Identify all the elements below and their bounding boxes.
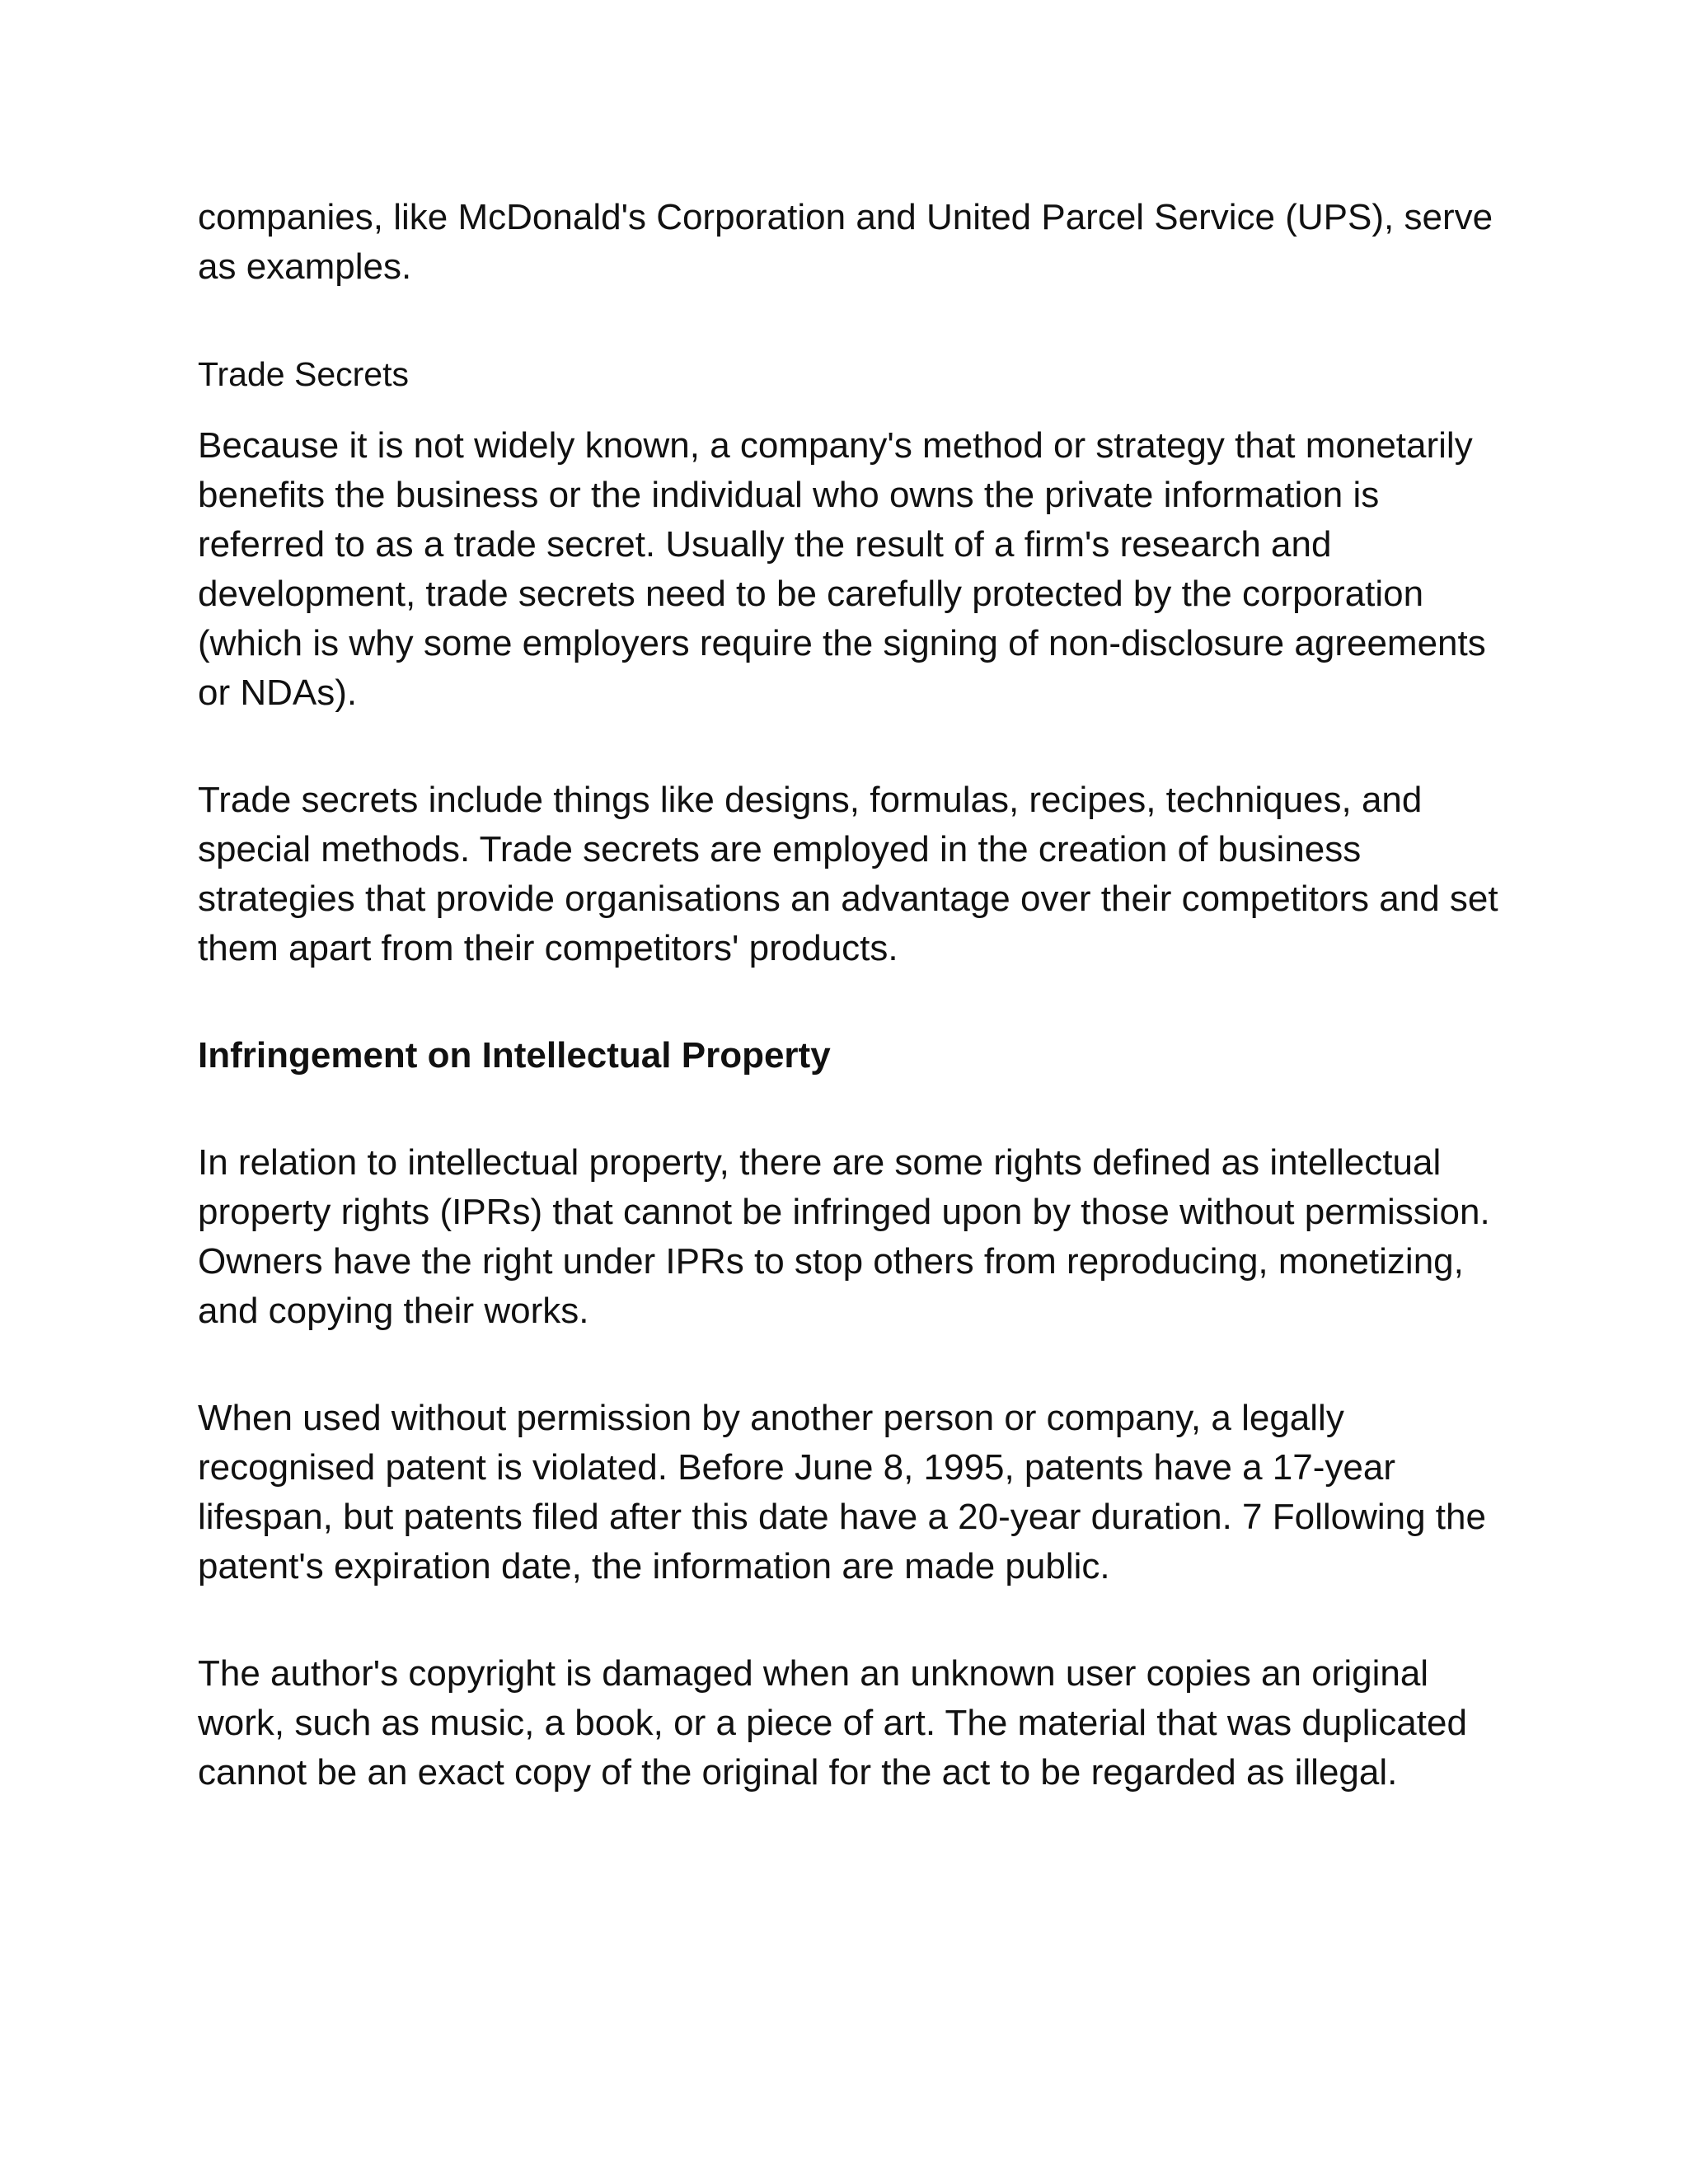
intro-paragraph: companies, like McDonald's Corporation and United Parcel Service (UPS), serve as examples. <box>198 197 1493 287</box>
infringement-heading: Infringement on Intellectual Property <box>198 1035 831 1076</box>
infringement-paragraph-2: When used without permission by another person or company, a legally recognised patent is violated. Before June 8, 1995, patents have a 17-year lifespan, but patents filed after this date have a 20-year duration. 7 Following the patent's expiration date, the information are made public. <box>198 1398 1486 1586</box>
infringement-paragraph-1: In relation to intellectual property, there are some rights defined as intellectual property rights (IPRs) that cannot be infringed upon by those without permission. Owners have the right under IPRs to stop others from reproducing, monetizing, and copying their works. <box>198 1142 1490 1331</box>
trade-secrets-paragraph-2: Trade secrets include things like designs, formulas, recipes, techniques, and special methods. Trade secrets are employed in the creation of business strategies that provide organisations an advantage over their competitors and set them apart from their competitors' products. <box>198 780 1498 968</box>
trade-secrets-paragraph-1: Because it is not widely known, a company's method or strategy that monetarily benefits the business or the individual who owns the private information is referred to as a trade secret. Usually the result of a firm's research and development, trade secrets need to be carefully protected by the corporation (which is why some employers require the signing of non-disclosure agreements or NDAs). <box>198 425 1486 713</box>
document-page <box>198 193 1500 1797</box>
trade-secrets-heading: Trade Secrets <box>198 355 409 393</box>
infringement-paragraph-3: The author's copyright is damaged when an unknown user copies an original work, such as music, a book, or a piece of art. The material that was duplicated cannot be an exact copy of the original for the act to be regarded as illegal. <box>198 1653 1467 1793</box>
